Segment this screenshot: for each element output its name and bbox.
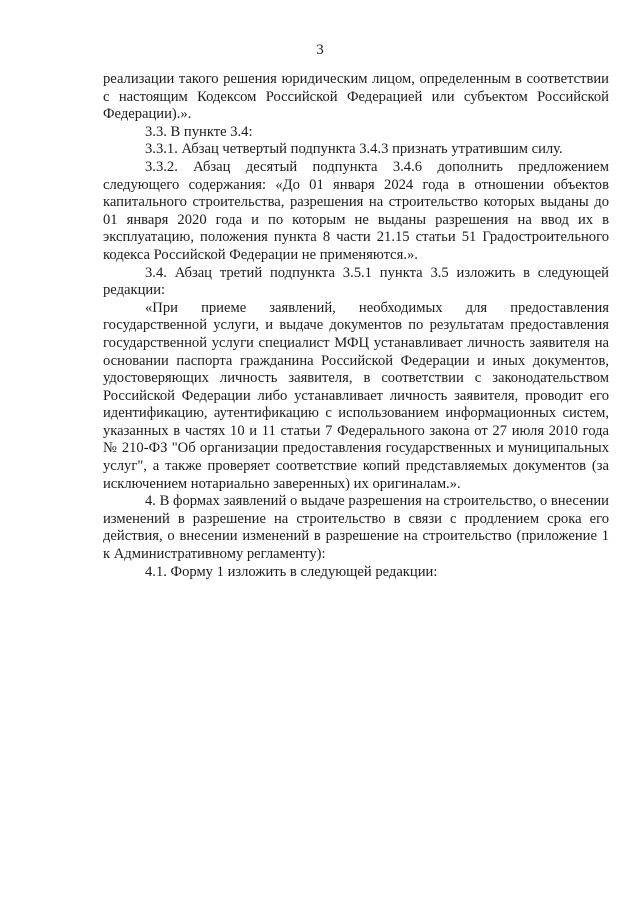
paragraph: «При приеме заявлений, необходимых для предоставления государственной услуги, и выдаче документов по результатам предоставления государственной услуги специалист МФЦ устанавливает личность заявителя на основании паспорта гражданина Российской Федерации и иных документов, удостоверяющих личность заявителя, в соответствии с законодательством Российской Федерации либо устанавливает личность заявителя, проводит его идентификацию, аутентификацию с использованием информационных систем, указанных в частях 10 и 11 статьи 7 Федерального закона от 27 июля 2010 года № 210-ФЗ "Об организации предоставления государственных и муниципальных услуг", а также проверяет соответствие копий представляемых документов (за исключением нотариально заверенных) их оригиналам.». [103,299,609,492]
paragraph: 3.3.1. Абзац четвертый подпункта 3.4.3 признать утратившим силу. [145,141,563,158]
page-number: 3 [316,42,324,58]
paragraph: 4.1. Форму 1 изложить в следующей редакции: [145,563,438,580]
document-body [103,71,609,581]
paragraph: 3.4. Абзац третий подпункта 3.5.1 пункта 3.5 изложить в следующей редакции: [103,264,609,299]
paragraph: 3.3. В пункте 3.4: [145,123,253,140]
paragraph: 4. В формах заявлений о выдаче разрешения на строительство, о внесении изменений в разрешение на строительство в связи с продлением срока его действия, о внесении изменений в разрешение на строительство (приложение 1 к Административному регламенту): [103,493,609,563]
paragraph: 3.3.2. Абзац десятый подпункта 3.4.6 дополнить предложением следующего содержания: «До 01 января 2024 года в отношении объектов капитального строительства, разрешения на строительство которых выданы до 01 января 2020 года и по которым не выданы разрешения на ввод их в эксплуатацию, положения пункта 8 части 21.15 статьи 51 Градостроительного кодекса Российской Федерации не применяются.». [103,158,609,263]
paragraph: реализации такого решения юридическим лицом, определенным в соответствии с настоящим Кодексом Российской Федерацией или субъектом Российской Федерации).». [103,71,609,123]
